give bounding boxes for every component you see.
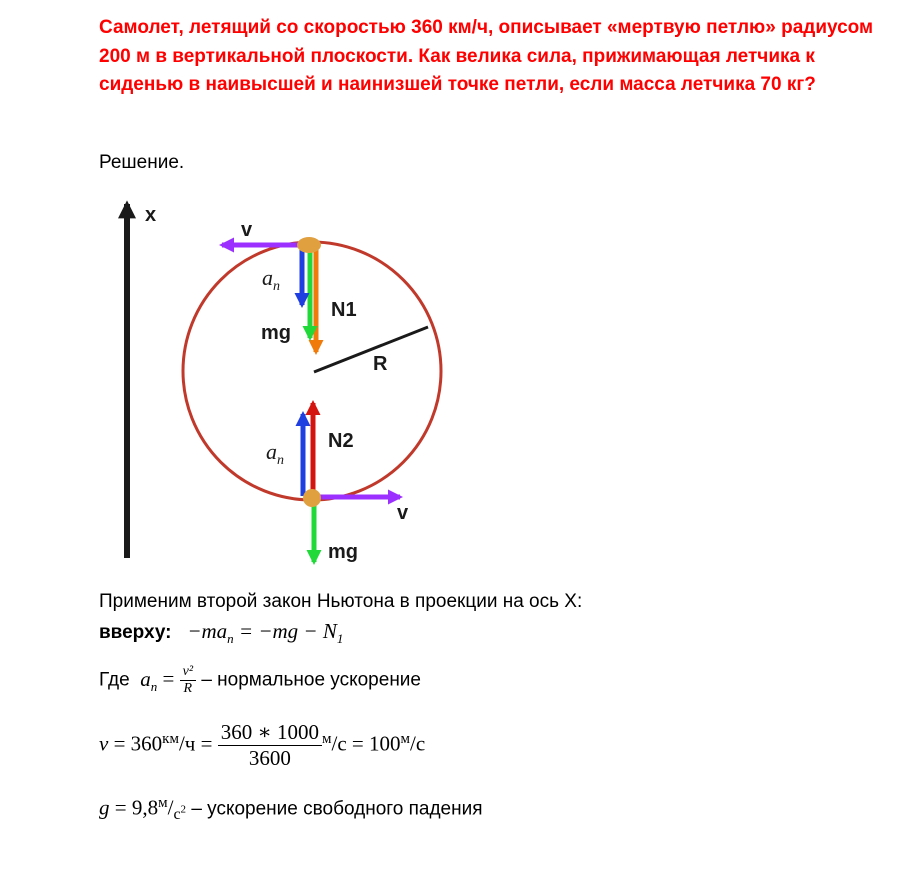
x-axis-label: x <box>145 204 157 226</box>
top-velocity-label: v <box>241 219 253 241</box>
an-definition-line: Где $a_n$ = $\frac{\text{v²}}{R}$ – нормальное ускорение <box>99 664 421 696</box>
newton-law-line: Применим второй закон Ньютона в проекции на ось X: <box>99 591 583 612</box>
bottom-accel-label: an <box>266 439 284 468</box>
top-accel-label: an <box>262 265 280 294</box>
top-normal-label: N1 <box>331 299 357 321</box>
radius-line <box>314 327 428 372</box>
solution-heading: Решение. <box>99 152 185 173</box>
velocity-equation: $v = 360^{км}/ч$ = $\frac{360 ∗ 1000}{3600}$ $^м/с = 100^м/с$ <box>99 720 426 770</box>
top-label: вверху: <box>99 622 172 643</box>
top-equation: $-ma_n = -mg - N_1$ <box>187 619 344 647</box>
top-plane-point <box>297 237 321 253</box>
top-gravity-label: mg <box>261 322 291 344</box>
problem-statement: Самолет, летящий со скоростью 360 км/ч, описывает «мертвую петлю» радиусом 200 м в вертикальной плоскости. Как велика сила, прижимающая летчика к сиденью в наивысшей и наинизшей точке петли, если масса летчика 70 кг? <box>99 17 874 95</box>
bottom-velocity-label: v <box>397 502 409 524</box>
bottom-gravity-label: mg <box>328 541 358 563</box>
bottom-normal-label: N2 <box>328 430 354 452</box>
radius-label: R <box>373 353 388 375</box>
bottom-plane-point <box>303 489 321 507</box>
top-equation-line <box>99 619 343 647</box>
gravity-equation: $g = 9,8^м/_{с^2}$ – ускорение свободного падения <box>99 795 483 824</box>
